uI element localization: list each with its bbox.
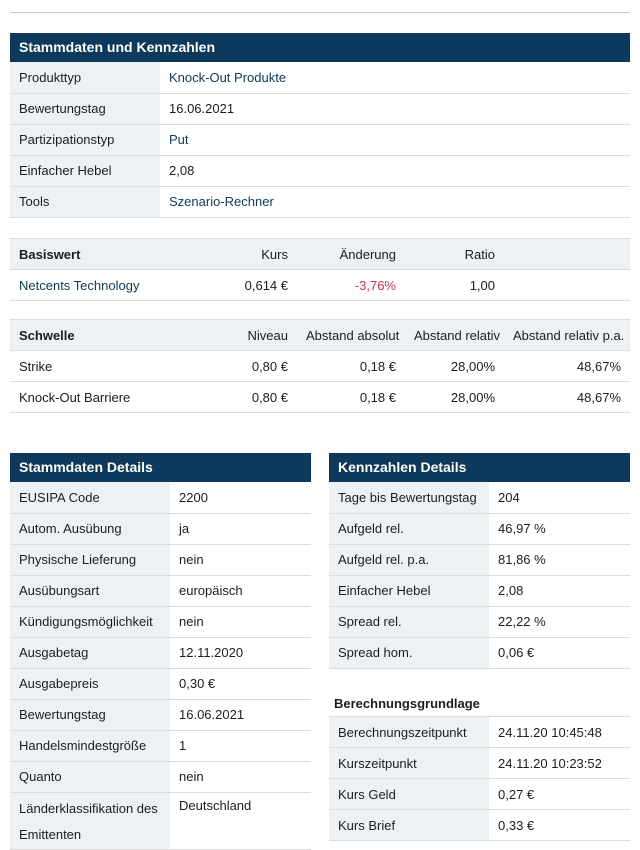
- row-value: 24.11.20 10:23:52: [489, 748, 630, 779]
- row-value: 0,06 €: [489, 637, 630, 668]
- row-label: Kurszeitpunkt: [329, 748, 489, 779]
- kurs-value: 0,614 €: [200, 270, 297, 301]
- kennzahlen-details-table: [329, 482, 630, 669]
- schwelle-header: Schwelle: [10, 320, 200, 351]
- row-label: Ausübungsart: [10, 575, 170, 606]
- abstand-relativ-pa-value: 48,67%: [504, 382, 630, 413]
- table-header-row: [10, 320, 630, 351]
- aenderung-value: -3,76%: [297, 270, 405, 301]
- table-row: [329, 544, 630, 575]
- table-row: [329, 779, 630, 810]
- table-row: [10, 606, 311, 637]
- row-value: 81,86 %: [489, 544, 630, 575]
- kennzahlen-details-title: Kennzahlen Details: [329, 453, 630, 482]
- table-row: [10, 93, 630, 124]
- kennzahlen-details-section: [329, 453, 630, 669]
- schwelle-section: [10, 319, 630, 413]
- row-label: Einfacher Hebel: [329, 575, 489, 606]
- schwelle-name: Knock-Out Barriere: [10, 382, 200, 413]
- row-value: 16.06.2021: [160, 93, 630, 124]
- row-value: 46,97 %: [489, 513, 630, 544]
- basiswert-table: [10, 238, 630, 301]
- row-label: Handelsmindestgröße: [10, 730, 170, 761]
- table-row: [10, 668, 311, 699]
- table-row: [10, 62, 630, 93]
- table-row: [10, 699, 311, 730]
- ratio-header: Ratio: [405, 239, 504, 270]
- row-value: nein: [170, 761, 311, 792]
- row-value: 22,22 %: [489, 606, 630, 637]
- top-divider: [10, 12, 630, 13]
- schwelle-table: [10, 319, 630, 413]
- row-label: Kündigungsmöglichkeit: [10, 606, 170, 637]
- row-value: Deutschland: [170, 792, 311, 849]
- row-value: 0,33 €: [489, 810, 630, 841]
- row-label: Bewertungstag: [10, 699, 170, 730]
- ratio-value: 1,00: [405, 270, 504, 301]
- row-label: Ausgabetag: [10, 637, 170, 668]
- table-row: [10, 544, 311, 575]
- table-row: [10, 351, 630, 382]
- table-row: [10, 513, 311, 544]
- abstand-relativ-value: 28,00%: [405, 351, 504, 382]
- stammdaten-details-title: Stammdaten Details: [10, 453, 311, 482]
- row-value: europäisch: [170, 575, 311, 606]
- row-label: Spread hom.: [329, 637, 489, 668]
- berechnungsgrundlage-table: [329, 716, 630, 841]
- abstand-relativ-pa-header: Abstand relativ p.a.: [504, 320, 630, 351]
- abstand-relativ-pa-value: 48,67%: [504, 351, 630, 382]
- row-label: Bewertungstag: [10, 93, 160, 124]
- row-label: Berechnungszeitpunkt: [329, 717, 489, 748]
- table-row: [10, 382, 630, 413]
- table-row: [10, 124, 630, 155]
- table-row: [10, 482, 311, 513]
- abstand-relativ-header: Abstand relativ: [405, 320, 504, 351]
- kurs-header: Kurs: [200, 239, 297, 270]
- table-row: [10, 730, 311, 761]
- table-row: [329, 575, 630, 606]
- row-value: 2200: [170, 482, 311, 513]
- table-row: [329, 810, 630, 841]
- szenario-rechner-link[interactable]: Szenario-Rechner: [160, 186, 630, 217]
- niveau-header: Niveau: [200, 320, 297, 351]
- row-value: 16.06.2021: [170, 699, 311, 730]
- table-row: [10, 155, 630, 186]
- stammdaten-details-table: [10, 482, 311, 850]
- niveau-value: 0,80 €: [200, 351, 297, 382]
- row-value: 2,08: [160, 155, 630, 186]
- berechnungsgrundlage-section: [329, 692, 630, 841]
- table-row: [10, 761, 311, 792]
- row-label: Kurs Geld: [329, 779, 489, 810]
- row-label: Spread rel.: [329, 606, 489, 637]
- row-value: nein: [170, 606, 311, 637]
- row-label: Physische Lieferung: [10, 544, 170, 575]
- row-label: Länderklassifikation des Emittenten: [10, 792, 170, 849]
- row-value: nein: [170, 544, 311, 575]
- stammdaten-section: [10, 33, 630, 218]
- table-row: [10, 637, 311, 668]
- row-label: Quanto: [10, 761, 170, 792]
- berechnungsgrundlage-title: Berechnungsgrundlage: [334, 696, 480, 711]
- table-row: [329, 717, 630, 748]
- row-label: Autom. Ausübung: [10, 513, 170, 544]
- table-row: [329, 748, 630, 779]
- table-row: [329, 513, 630, 544]
- table-row: [10, 575, 311, 606]
- stammdaten-title: Stammdaten und Kennzahlen: [10, 33, 630, 62]
- abstand-absolut-value: 0,18 €: [297, 382, 405, 413]
- partizipationstyp-link[interactable]: Put: [160, 124, 630, 155]
- abstand-absolut-header: Abstand absolut: [297, 320, 405, 351]
- row-value: 1: [170, 730, 311, 761]
- row-value: 2,08: [489, 575, 630, 606]
- row-value: 204: [489, 482, 630, 513]
- produkttyp-link[interactable]: Knock-Out Produkte: [160, 62, 630, 93]
- row-label: Tage bis Bewertungstag: [329, 482, 489, 513]
- stammdaten-table: [10, 62, 630, 218]
- basiswert-section: [10, 238, 630, 301]
- table-row: [10, 270, 630, 301]
- table-row: [10, 186, 630, 217]
- stammdaten-details-section: [10, 453, 311, 850]
- empty-header: [504, 239, 630, 270]
- row-label: Aufgeld rel. p.a.: [329, 544, 489, 575]
- abstand-absolut-value: 0,18 €: [297, 351, 405, 382]
- aenderung-header: Änderung: [297, 239, 405, 270]
- row-label: Ausgabepreis: [10, 668, 170, 699]
- basiswert-header: Basiswert: [10, 239, 200, 270]
- row-label: Partizipationstyp: [10, 124, 160, 155]
- table-header-row: [10, 239, 630, 270]
- schwelle-name: Strike: [10, 351, 200, 382]
- row-label: Aufgeld rel.: [329, 513, 489, 544]
- table-row: [329, 482, 630, 513]
- row-label: Tools: [10, 186, 160, 217]
- table-row: [10, 792, 311, 849]
- row-label: EUSIPA Code: [10, 482, 170, 513]
- basiswert-link[interactable]: Netcents Technology: [10, 270, 200, 301]
- row-value: ja: [170, 513, 311, 544]
- table-row: [329, 637, 630, 668]
- row-value: 12.11.2020: [170, 637, 311, 668]
- row-value: 24.11.20 10:45:48: [489, 717, 630, 748]
- row-label: Kurs Brief: [329, 810, 489, 841]
- row-label: Einfacher Hebel: [10, 155, 160, 186]
- abstand-relativ-value: 28,00%: [405, 382, 504, 413]
- table-row: [329, 606, 630, 637]
- row-label: Produkttyp: [10, 62, 160, 93]
- niveau-value: 0,80 €: [200, 382, 297, 413]
- row-value: 0,27 €: [489, 779, 630, 810]
- empty-cell: [504, 270, 630, 301]
- row-value: 0,30 €: [170, 668, 311, 699]
